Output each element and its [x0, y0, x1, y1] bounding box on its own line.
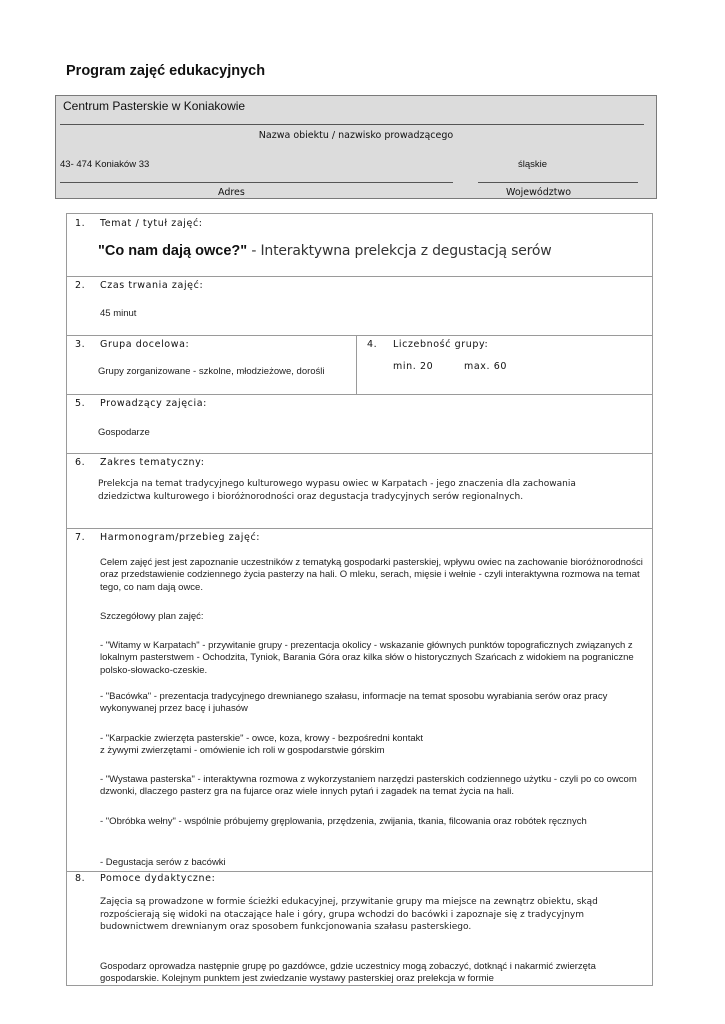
teaching-aids-paragraph: Gospodarz oprowadza następnie grupę po gazdówce, gdzie uczestnicy mogą zobaczyć, dotknąć i nakarmić zwierzęta gospodarskie. Kolejnym punktem jest zwiedzanie wystawy pasterskiej oraz prelekcja w formie	[100, 961, 596, 985]
section-label: Liczebność grupy:	[393, 339, 489, 350]
scope-value: Prelekcja na temat tradycyjnego kulturowego wypasu owiec w Karpatach - jego znaczenia dla zachowania dziedzictwa kulturowego i bioróżnorodności oraz degustacja tradycyjnych serów regionalnych.	[98, 479, 576, 502]
address-value: 43- 474 Koniaków 33	[60, 159, 150, 170]
voivodeship-line	[478, 182, 638, 183]
section-target-group	[67, 335, 652, 395]
section-number: 2.	[75, 280, 86, 291]
section-number: 5.	[75, 398, 86, 409]
target-group-value: Grupy zorganizowane - szkolne, młodzieżowe, dorośli	[98, 366, 325, 377]
section-label: Zakres tematyczny:	[100, 457, 205, 468]
plan-heading: Szczegółowy plan zajęć:	[100, 611, 204, 622]
section-duration	[67, 276, 652, 336]
section-label: Temat / tytuł zajęć:	[100, 218, 203, 229]
plan-item: - "Karpackie zwierzęta pasterskie" - owce, koza, krowy - bezpośredni kontakt z żywymi zwierzętami - omówienie ich roli w gospodarstwie górskim	[100, 733, 424, 757]
institution-name: Centrum Pasterskie w Koniakowie	[63, 99, 246, 113]
section-topic	[67, 214, 652, 277]
section-label: Prowadzący zajęcia:	[100, 398, 207, 409]
address-caption: Adres	[218, 187, 245, 198]
topic-title	[98, 243, 552, 259]
schedule-intro: Celem zajęć jest jest zapoznanie uczestników z tematyką gospodarki pasterskiej, wpływu owiec na zachowanie bioróżnorodności oraz przedstawienie codziennego życia pasterzy na hali. O mleku, serach, mięsie i wełnie - czyli interaktywna rozmowa na temat tego, co nam dają owce.	[100, 557, 643, 593]
section-leader	[67, 394, 652, 454]
leader-value: Gospodarze	[98, 427, 150, 438]
group-size-max: max. 60	[464, 361, 508, 372]
duration-value: 45 minut	[100, 308, 137, 319]
section-label: Czas trwania zajęć:	[100, 280, 204, 291]
plan-item: - "Witamy w Karpatach" - przywitanie grupy - prezentacja okolicy - wskazanie głównych punktów topograficznych związanych z lokalnym pasterstwem - Ochodzita, Tyniok, Barania Góra oraz kilka słów o historycznych Szańcach z widokiem na pograniczne polsko-słowacko-czeskie.	[100, 640, 634, 676]
plan-item: - "Bacówka" - prezentacja tradycyjnego drewnianego szałasu, informacje na temat sposobu wyrabiania serów oraz pracy wykonywanej przez bacę i juhasów	[100, 691, 608, 715]
section-teaching-aids	[67, 871, 652, 986]
section-label: Grupa docelowa:	[100, 339, 190, 350]
section-schedule	[67, 528, 652, 872]
topic-bold: "Co nam dają owce?"	[98, 243, 248, 259]
plan-item: - "Obróbka wełny" - wspólnie próbujemy gręplowania, przędzenia, zwijania, tkania, filcowania oraz robótek ręcznych	[100, 816, 587, 827]
section-number: 7.	[75, 532, 86, 543]
topic-rest: - Interaktywna prelekcja z degustacją serów	[247, 243, 552, 259]
section-scope	[67, 453, 652, 529]
section-number: 1.	[75, 218, 86, 229]
plan-item: - "Wystawa pasterska" - interaktywna rozmowa z wykorzystaniem narzędzi pasterskich codziennego użytku - czyli po co owcom dzwonki, dlaczego pasterz gra na fujarce oraz wiele innych pytań i zagadek na temat życia na hali.	[100, 774, 637, 798]
plan-item: - Degustacja serów z bacówki	[100, 857, 226, 868]
institution-line	[60, 124, 644, 125]
header-box	[55, 95, 657, 199]
voivodeship-caption: Województwo	[506, 187, 572, 198]
section-label: Harmonogram/przebieg zajęć:	[100, 532, 261, 543]
column-divider	[356, 335, 357, 394]
address-line	[60, 182, 453, 183]
section-label: Pomoce dydaktyczne:	[100, 873, 216, 884]
voivodeship-value: śląskie	[518, 159, 548, 170]
page-title: Program zajęć edukacyjnych	[66, 63, 266, 79]
section-number: 3.	[75, 339, 86, 350]
section-number: 8.	[75, 873, 86, 884]
institution-caption: Nazwa obiektu / nazwisko prowadzącego	[258, 130, 454, 141]
section-number: 4.	[367, 339, 378, 350]
group-size-min: min. 20	[393, 361, 434, 372]
teaching-aids-paragraph: Zajęcia są prowadzone w formie ścieżki edukacyjnej, przywitanie grupy ma miejsce na zewnątrz obiektu, skąd rozpościerają się widoki na otaczające hale i góry, grupa wchodzi do bacówki i zapoznaje się z tradycyjnym budownictwem drewnianym oraz sposobem funkcjonowania szałasu pasterskiego.	[100, 897, 598, 933]
program-form	[66, 213, 653, 986]
section-number: 6.	[75, 457, 86, 468]
